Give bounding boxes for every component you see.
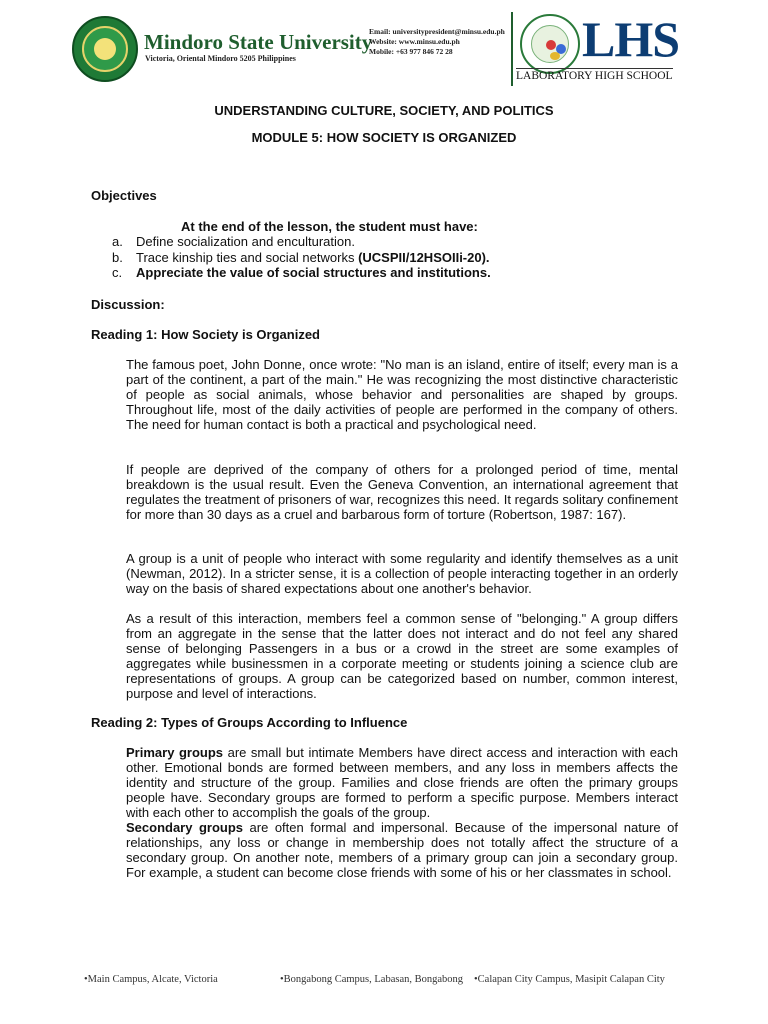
footer-campus-bongabong: •Bongabong Campus, Labasan, Bongabong [280,974,464,985]
objectives-heading: Objectives [91,188,157,203]
university-name: Mindoro State University [144,30,373,54]
discussion-heading: Discussion: [91,297,165,312]
contact-website: Website: www.minsu.edu.ph [369,37,460,46]
reading1-paragraph-4: As a result of this interaction, members feel a common sense of "belonging." A group differs from an aggregate in the sense that the latter does not interact and do not feel any shared sense of belonging Passengers in a bus or a crowd in the street are some examples of aggregates while businessmen in a corporate meeting or students joining a science club are representations of groups. A group can be categorized based on number, common interest, purpose and level of interactions. [126,611,678,701]
objective-text: Trace kinship ties and social networks [136,250,359,265]
objective-item [112,234,355,249]
reading2-heading: Reading 2: Types of Groups According to Influence [91,715,408,730]
primary-groups-paragraph [126,745,678,880]
reading1-heading: Reading 1: How Society is Organized [91,327,320,342]
footer-campus-main: •Main Campus, Alcate, Victoria [84,974,218,985]
lhs-logo-text: LHS [582,11,680,67]
objective-item [112,250,490,265]
primary-groups-text: are small but intimate Members have direct access and interaction with each other. Emotional bonds are formed between members, and any loss in members affects the identity and structure of the group. Families and close friends are often the primary groups people have. Secondary groups are formed to perform a specific purpose. Members interact with each other to accomplish the goals of the group. [126,745,678,820]
page-footer [0,974,768,994]
contact-email: Email: universitypresident@minsu.edu.ph [369,27,505,36]
contact-info [369,27,505,57]
contact-mobile: Mobile: +63 977 846 72 28 [369,47,453,56]
objective-text: Appreciate the value of social structures and institutions. [136,265,491,280]
objective-label: c. [112,265,123,280]
objective-label: a. [112,234,123,249]
letterhead [0,0,768,100]
lhs-seal-inner [531,25,569,63]
secondary-groups-term: Secondary groups [126,820,244,835]
seal-figure-icon [550,52,560,60]
seal-emblem-icon [94,38,116,60]
university-seal-logo [72,16,138,82]
footer-campus-calapan: •Calapan City Campus, Masipit Calapan City [474,974,665,985]
course-title: UNDERSTANDING CULTURE, SOCIETY, AND POLITICS [214,103,554,118]
seal-ring [82,26,128,72]
seal-figure-icon [546,40,556,50]
competency-code: (UCSPII/12HSOIIi-20). [358,250,490,265]
reading1-paragraph-2: If people are deprived of the company of others for a prolonged period of time, mental breakdown is the usual result. Even the Geneva Convention, an international agreement that regulates the treatment of prisoners of war, recognizes this need. It regards solitary confinement for more than 30 days as a cruel and barbarous form of torture (Robertson, 1987: 167). [126,462,678,522]
objective-label: b. [112,250,123,265]
objectives-intro: At the end of the lesson, the student must have: [181,219,478,234]
objective-text: Define socialization and enculturation. [136,234,355,249]
module-title: MODULE 5: HOW SOCIETY IS ORGANIZED [251,130,517,145]
primary-groups-term: Primary groups [126,745,224,760]
reading1-paragraph-3: A group is a unit of people who interact with some regularity and identify themselves as a unit (Newman, 2012). In a stricter sense, it is a collection of people interacting together in an orderly way on the basis of shared expectations about one another's behavior. [126,551,678,596]
lhs-subtitle: LABORATORY HIGH SCHOOL [516,70,673,82]
header-divider [511,12,513,86]
objective-item [112,265,491,280]
university-address: Victoria, Oriental Mindoro 5205 Philippines [145,54,296,63]
reading1-paragraph-1: The famous poet, John Donne, once wrote: "No man is an island, entire of itself; every man is a part of the continent, a part of the main." He was recognizing the most distinctive characteristic of people as social animals, whose behavior and personalities are shaped by groups. Throughout life, most of the daily activities of people are performed in the company of others. The need for human contact is both a practical and psychological need. [126,357,678,432]
lhs-seal-logo [520,14,580,74]
secondary-groups-text: are often formal and impersonal. Because of the impersonal nature of relationships, any loss or change in membership does not totally affect the structure of a secondary group. On another note, members of a primary group can join a secondary group. For example, a student can become close friends with some of his or her classmates in school. [126,820,678,880]
